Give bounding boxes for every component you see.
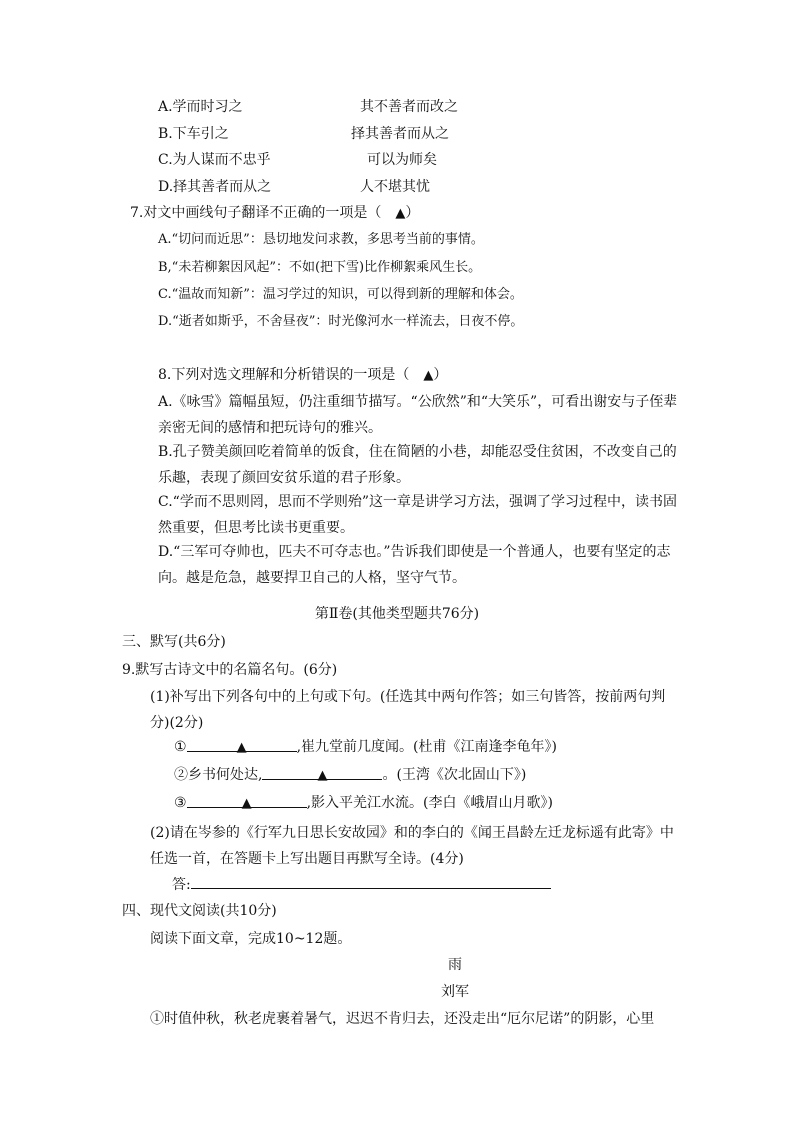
q9-item-3: ③ ▲ ,影入平羌江水流。(李白《峨眉山月歌》) xyxy=(174,795,553,811)
fill-blank[interactable] xyxy=(187,793,307,811)
q9-stem: 9.默写古诗文中的名篇名句。(6分) xyxy=(122,662,338,678)
q9-answer-row xyxy=(172,874,551,895)
q6-option-c-left: C.为人谋而不忠乎 xyxy=(158,152,271,168)
q8-option-a: A.《咏雪》篇幅虽短，仍注重细节描写。“公欣然”和“大笑乐”，可看出谢安与子侄辈亲密无间的感情和把玩诗句的雅兴。 xyxy=(158,394,678,436)
answer-label: 答: xyxy=(172,877,191,893)
article-author: 刘军 xyxy=(441,984,469,1000)
q6-option-b-right: 择其善者而从之 xyxy=(351,126,449,142)
answer-marker-icon: ▲ xyxy=(395,206,406,221)
q7-option-a: A.“切问而近思”：恳切地发问求教，多思考当前的事情。 xyxy=(158,232,484,247)
q6-option-c-right: 可以为师矣 xyxy=(367,152,437,168)
volume-2-title: 第Ⅱ卷(其他类型题共76分) xyxy=(314,606,480,622)
q8-option-d: D.“三军可夺帅也，匹夫不可夺志也。”告诉我们即使是一个普通人，也要有坚定的志向。越是危急，越要捍卫自己的人格，坚守气节。 xyxy=(158,544,671,586)
section-4-heading: 四、现代文阅读(共10分) xyxy=(122,903,277,919)
q8-option-b: B.孔子赞美颜回吃着简单的饭食，住在简陋的小巷，却能忍受住贫困，不改变自己的乐趣，表现了颜回安贫乐道的君子形象。 xyxy=(158,444,677,486)
q8-stem: 8.下列对选文理解和分析错误的一项是（ ▲） xyxy=(158,367,448,383)
fill-blank[interactable] xyxy=(262,765,382,783)
q9-part2: (2)请在岑参的《行军九日思长安故园》和的李白的《闻王昌龄左迁龙标遥有此寄》中任选一首，在答题卡上写出题目再默写全诗。(4分) xyxy=(150,825,674,867)
article-paragraph-1: ①时值仲秋，秋老虎裹着暑气，迟迟不肯归去，还没走出“厄尔尼诺”的阴影，心里 xyxy=(150,1011,655,1027)
q9-item-1: ① ▲ ,崔九堂前几度闻。(杜甫《江南逢李龟年》) xyxy=(174,739,557,755)
q9-part1: (1)补写出下列各句中的上句或下句。(任选其中两句作答；如三句皆答，按前两句判分)(2分) xyxy=(150,689,666,731)
q7-option-b: B,“未若柳絮因风起”：不如(把下雪)比作柳絮乘风生长。 xyxy=(158,260,482,275)
answer-line[interactable] xyxy=(191,874,551,889)
reading-instruction: 阅读下面文章，完成10~12题。 xyxy=(150,931,352,947)
answer-marker-icon: ▲ xyxy=(236,740,247,755)
article-title: 雨 xyxy=(448,957,462,973)
fill-blank[interactable] xyxy=(187,737,297,755)
q6-option-b-left: B.下车引之 xyxy=(158,126,229,142)
q6-option-d-left: D.择其善者而从之 xyxy=(158,179,272,195)
q7-option-d: D.“逝者如斯乎，不舍昼夜”：时光像河水一样流去，日夜不停。 xyxy=(158,314,524,329)
q7-option-c: C.“温故而知新”：温习学过的知识，可以得到新的理解和体会。 xyxy=(158,287,523,302)
q7-stem: 7.对文中画线句子翻译不正确的一项是（ ▲） xyxy=(130,205,420,221)
answer-marker-icon: ▲ xyxy=(317,768,328,783)
q6-option-d-right: 人不堪其忧 xyxy=(360,179,430,195)
q6-option-a-right: 其不善者而改之 xyxy=(360,99,458,115)
q9-item-2: ②乡书何处达, ▲ 。(王湾《次北固山下》) xyxy=(174,767,527,783)
answer-marker-icon: ▲ xyxy=(241,796,252,811)
section-3-heading: 三、默写(共6分) xyxy=(122,634,226,650)
answer-marker-icon: ▲ xyxy=(423,368,434,383)
q6-option-a-left: A.学而时习之 xyxy=(158,99,243,115)
q8-option-c: C.“学而不思则罔，思而不学则殆”这一章是讲学习方法，强调了学习过程中，读书固然重要，但思考比读书更重要。 xyxy=(158,494,677,536)
